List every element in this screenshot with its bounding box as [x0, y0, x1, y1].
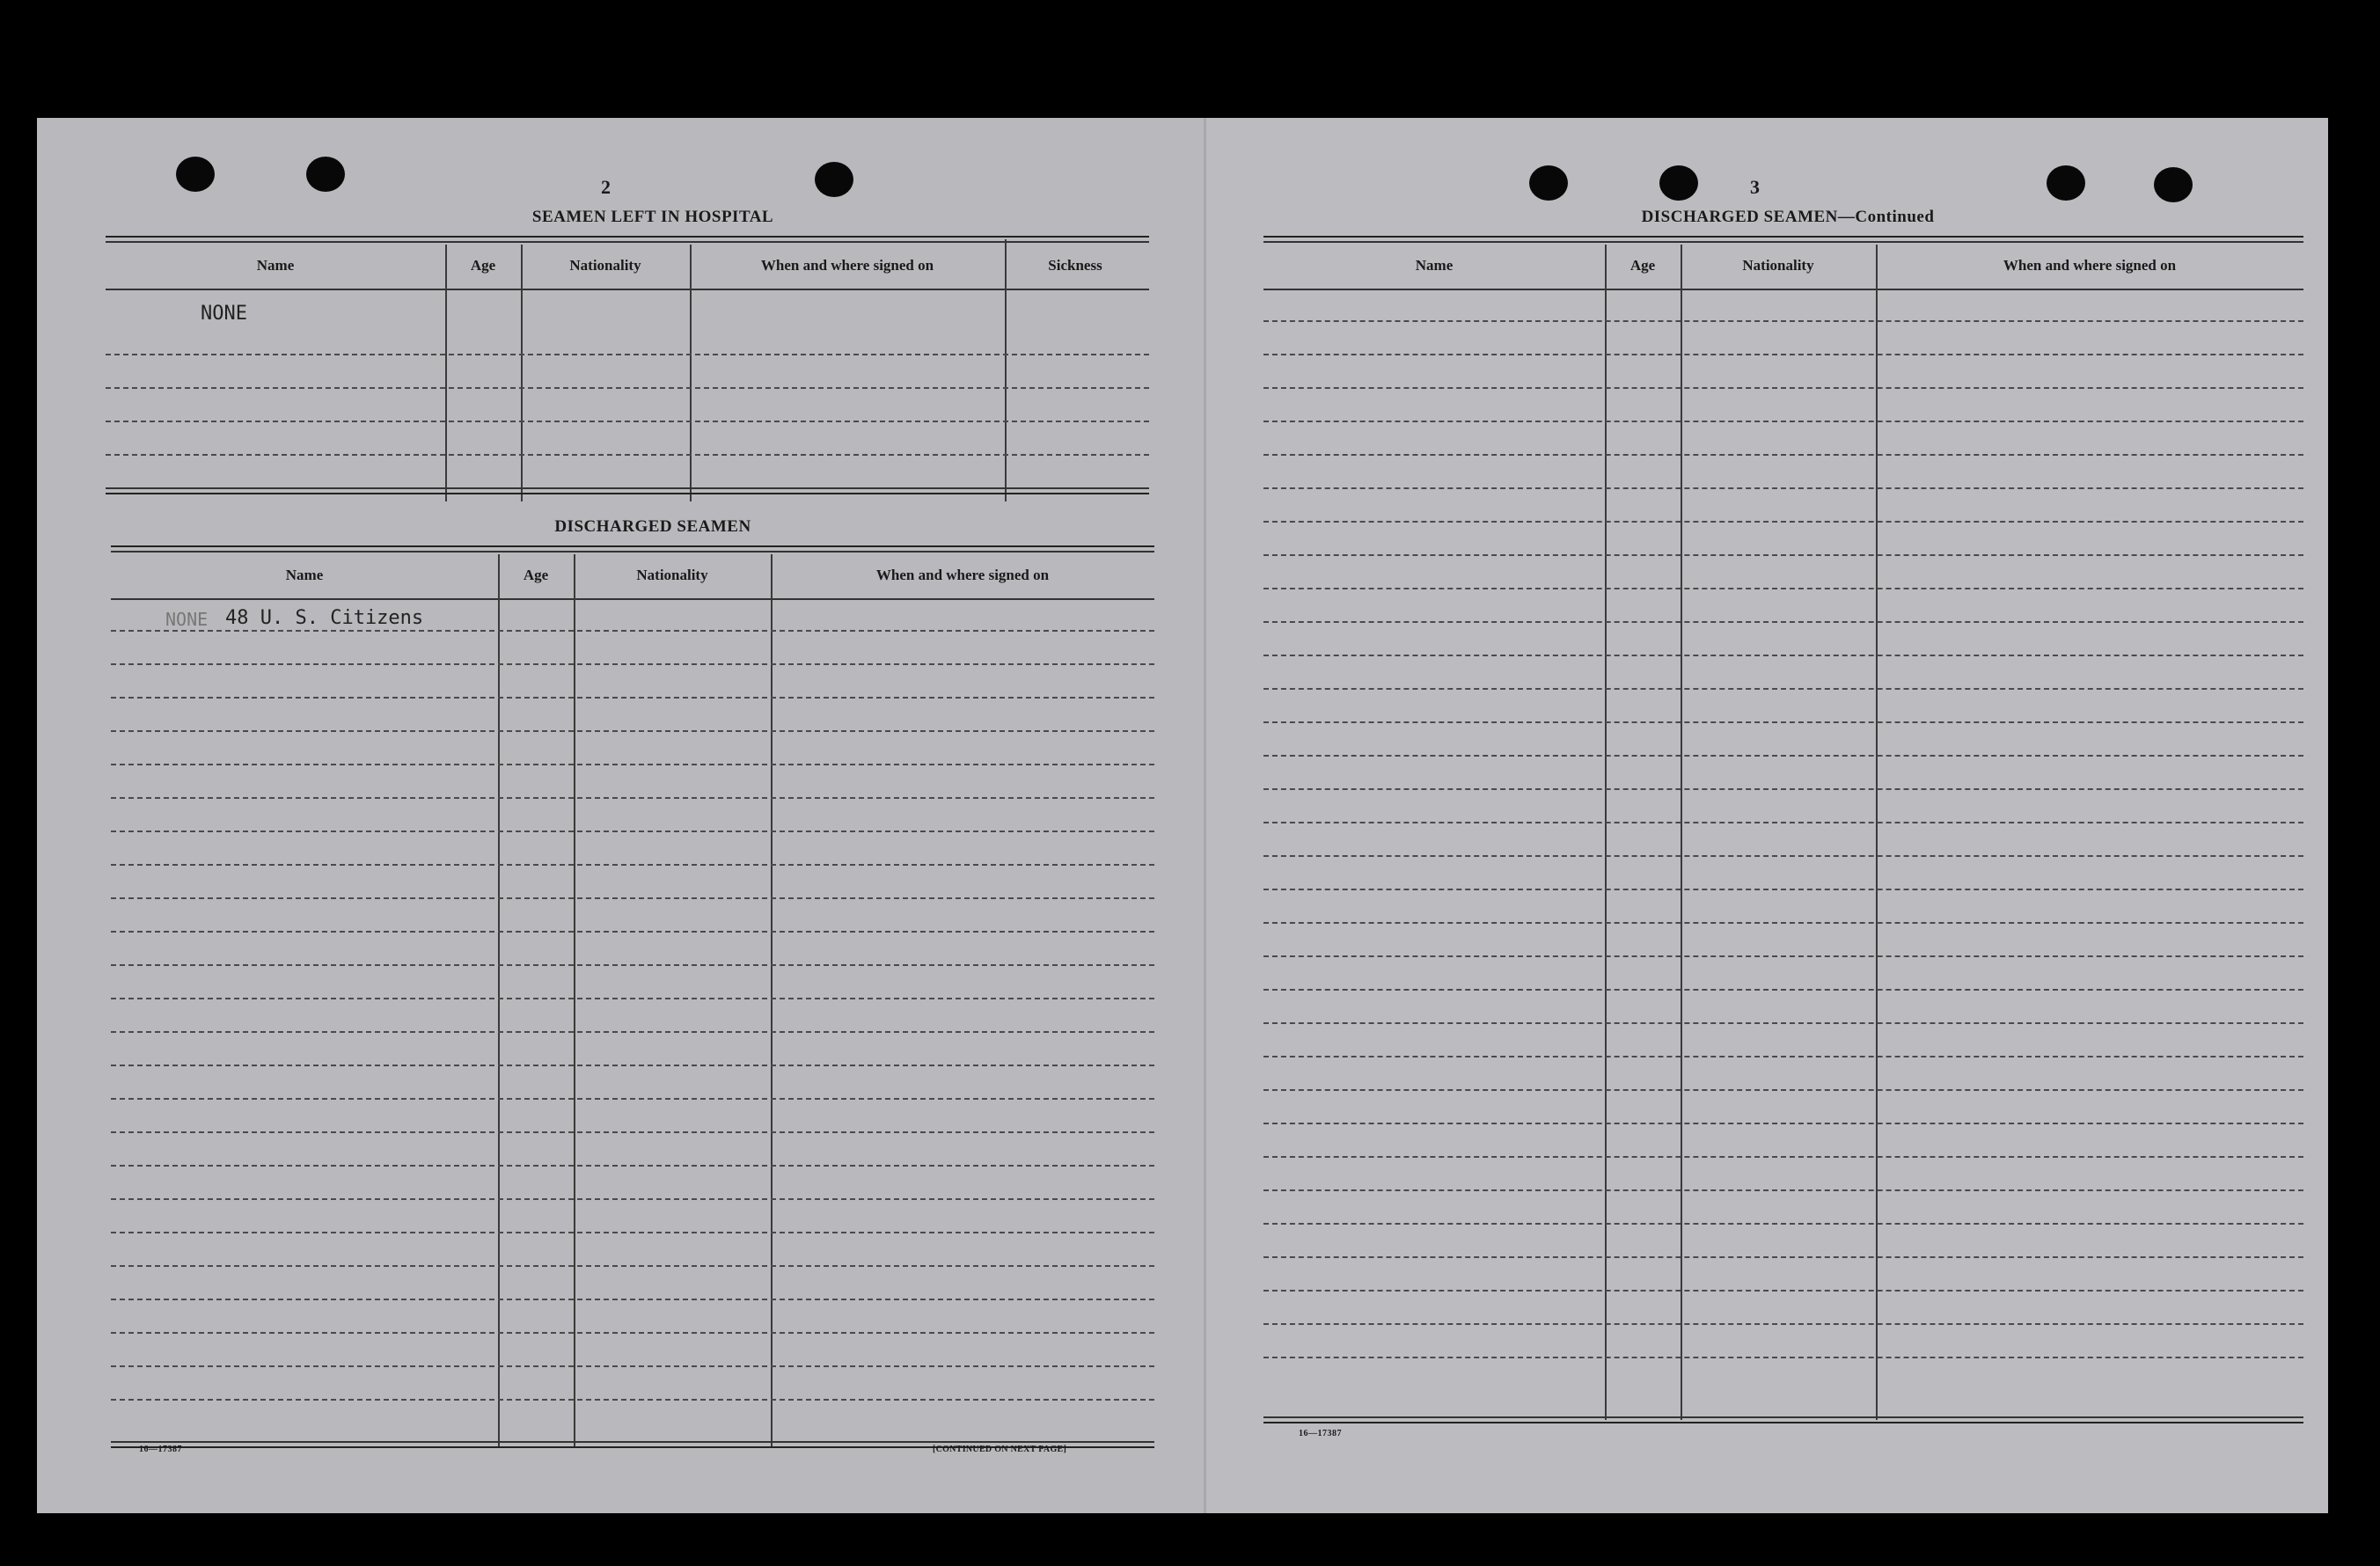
col-header-nationality: Nationality	[1742, 257, 1814, 274]
ruled-line	[1263, 1123, 2303, 1124]
ruled-line	[1263, 1022, 2303, 1024]
col-header-name: Name	[256, 257, 295, 274]
punch-hole	[306, 157, 345, 192]
ruled-line	[111, 1198, 1154, 1200]
ruled-line	[111, 1232, 1154, 1233]
punch-hole	[2047, 165, 2085, 201]
ruled-line	[111, 964, 1154, 966]
page-fold	[1204, 118, 1206, 1513]
scanned-document	[37, 118, 2328, 1513]
ruled-line	[111, 764, 1154, 765]
discharged-continued-title-text: DISCHARGED SEAMEN—Continued	[1641, 208, 1935, 226]
hospital-section-title: SEAMEN LEFT IN HOSPITAL	[531, 208, 774, 226]
ruled-line	[111, 897, 1154, 899]
ruled-line	[111, 663, 1154, 665]
ruled-line	[111, 1165, 1154, 1167]
ruled-line	[1263, 1089, 2303, 1091]
ruled-line	[1263, 1357, 2303, 1358]
ruled-line	[1263, 989, 2303, 991]
ruled-line	[1263, 588, 2303, 589]
punch-hole	[1529, 165, 1568, 201]
page-number: 2	[601, 176, 611, 198]
form-number: 16—17387	[1299, 1429, 1342, 1438]
col-header-age: Age	[1629, 257, 1656, 274]
ruled-line	[111, 831, 1154, 832]
col-header-nationality: Nationality	[636, 567, 708, 583]
col-header-signed-on: When and where signed on	[760, 257, 934, 274]
punch-hole	[1659, 165, 1698, 201]
ruled-line	[1263, 688, 2303, 690]
ruled-line	[1263, 1189, 2303, 1191]
col-header-signed-on: When and where signed on	[2003, 257, 2177, 274]
col-header-name: Name	[1415, 257, 1454, 274]
discharged-continued-table	[1263, 236, 2303, 1379]
ruled-line	[111, 630, 1154, 632]
ruled-line	[1263, 421, 2303, 422]
discharged-section-title: DISCHARGED SEAMEN	[554, 517, 751, 536]
ruled-line	[1263, 955, 2303, 957]
ruled-line	[111, 998, 1154, 999]
ruled-line	[1263, 454, 2303, 456]
ruled-line	[111, 1098, 1154, 1100]
ruled-line	[1263, 721, 2303, 723]
ruled-line	[111, 1031, 1154, 1033]
col-header-age: Age	[470, 257, 496, 274]
ruled-line	[1263, 1290, 2303, 1292]
punch-hole	[176, 157, 215, 192]
form-number: 16—17387	[139, 1445, 182, 1454]
ruled-line	[1263, 1323, 2303, 1325]
ruled-line	[111, 1131, 1154, 1133]
ruled-line	[1263, 1156, 2303, 1158]
punch-hole	[2154, 167, 2193, 202]
ruled-line	[111, 697, 1154, 699]
ruled-line	[1263, 889, 2303, 890]
ruled-line	[111, 797, 1154, 799]
ruled-line	[1263, 320, 2303, 322]
ruled-line	[1263, 655, 2303, 656]
ruled-line	[1263, 1256, 2303, 1258]
col-header-sickness: Sickness	[1048, 257, 1102, 274]
ruled-line	[111, 1399, 1154, 1401]
col-header-nationality: Nationality	[569, 257, 641, 274]
ruled-line	[111, 931, 1154, 933]
ruled-line	[1263, 788, 2303, 790]
discharged-row-name: 48 U. S. Citizens	[225, 607, 424, 629]
ruled-line	[1263, 387, 2303, 389]
ruled-line	[111, 1332, 1154, 1334]
ruled-line	[1263, 354, 2303, 355]
col-header-name: Name	[285, 567, 324, 583]
discharged-table	[111, 545, 1154, 1566]
ruled-line	[1263, 1056, 2303, 1057]
punch-hole	[815, 162, 853, 197]
ruled-line	[1263, 487, 2303, 489]
discharged-continued-title	[1480, 208, 2096, 227]
continued-note: [CONTINUED ON NEXT PAGE]	[933, 1445, 1067, 1454]
col-header-signed-on: When and where signed on	[875, 567, 1050, 583]
struck-text: NONE	[165, 609, 209, 630]
hospital-row-name: NONE	[201, 303, 247, 325]
ruled-line	[111, 1299, 1154, 1300]
col-header-age: Age	[523, 567, 549, 583]
ruled-line	[111, 864, 1154, 866]
ruled-line	[1263, 922, 2303, 924]
ruled-line	[1263, 554, 2303, 556]
ruled-line	[111, 1065, 1154, 1066]
ruled-line	[111, 730, 1154, 732]
ruled-line	[1263, 822, 2303, 823]
ruled-line	[111, 1365, 1154, 1367]
ruled-line	[1263, 621, 2303, 623]
page-number: 3	[1750, 176, 1760, 198]
ruled-line	[1263, 855, 2303, 857]
ruled-line	[1263, 755, 2303, 757]
ruled-line	[111, 1265, 1154, 1267]
ruled-line	[1263, 1223, 2303, 1225]
ruled-line	[1263, 521, 2303, 523]
